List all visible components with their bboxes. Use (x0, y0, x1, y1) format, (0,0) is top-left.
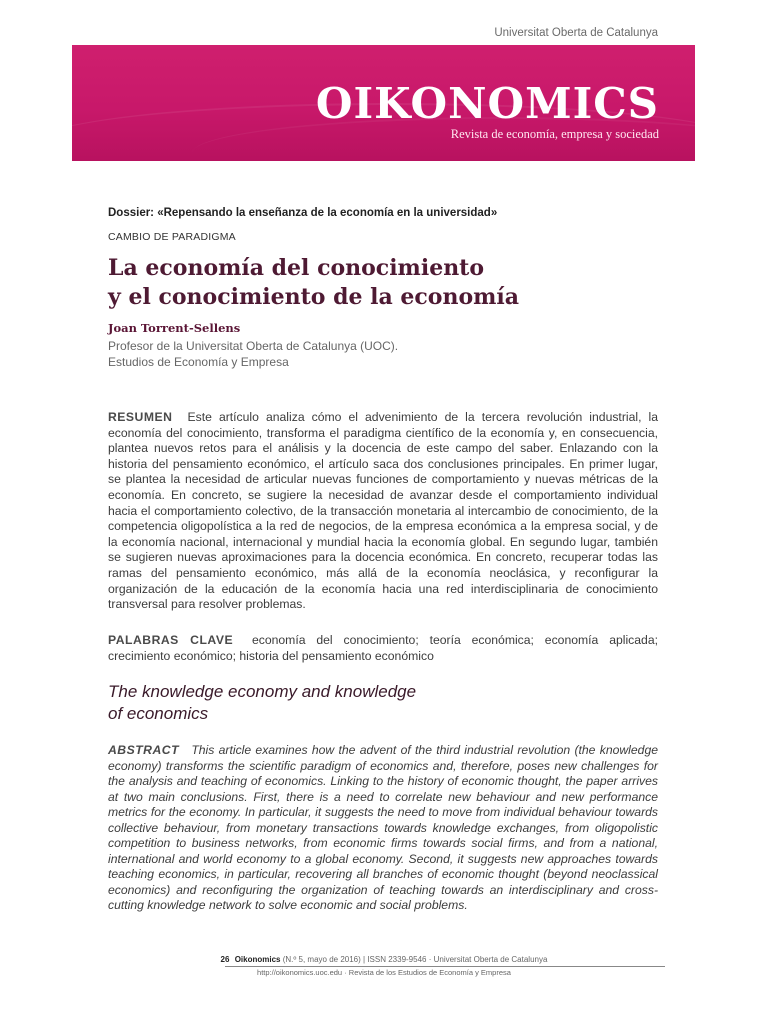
title-line-2: y el conocimiento de la economía (108, 284, 520, 310)
abstract-text: This article examines how the advent of the third industrial revolution (the knowledge economy) transforms the scientific paradigm of economics and, therefore, poses new challenges for the analysis and teaching of economics. Linking to the history of economic thought, the paper arrives at two main conclusions. First, there is a need to correlate new behaviour and new performance metrics for the economy. In particular, it suggests the need to move from individual behaviour towards collective behaviour, from monetary transactions towards knowledge exchanges, from oligopolistic competition to business networks, from economic firms towards social firms, and from a national, international and world economy to a global economy. Second, it suggests new approaches towards teaching economics, in particular, recovering all branches of economic thought (beyond neoclassical economics) and reconfiguring the organization of teaching towards an interdisciplinary and cross-cutting knowledge network to solve economic and social problems. (108, 743, 658, 912)
footer-journal: Oikonomics (234, 955, 281, 964)
journal-logo: OIKONOMICS (315, 79, 659, 128)
english-title (108, 681, 528, 725)
article-title (108, 254, 668, 312)
journal-banner (72, 45, 695, 161)
keywords-label: PALABRAS CLAVE (108, 633, 234, 647)
abstract-paragraph (108, 743, 658, 914)
dossier-heading: Dossier: «Repensando la enseñanza de la economía en la universidad» (108, 207, 498, 219)
footer-review-desc: Revista de los Estudios de Economía y Empresa (348, 968, 511, 977)
footer-issue: (N.º 5, mayo de 2016) (282, 955, 361, 964)
page-number: 26 (220, 955, 230, 964)
resumen-text: Este artículo analiza cómo el advenimiento de la tercera revolución industrial, la economía del conocimiento, transforma el paradigma científico de la economía y, en consecuencia, plantea nuevos retos para el análisis y la docencia de este campo del saber. Enlazando con la historia del pensamiento económico, el artículo saca dos conclusiones principales. En primer lugar, se plantea la necesidad de articular nuevas funciones de comportamiento y nuevas métricas de la economía. En concreto, se sugiere la necesidad de avanzar desde el comportamiento individual hacia el comportamiento colectivo, de la transacción monetaria al intercambio de conocimiento, de la competencia oligopolística a la red de negocios, de la empresa económica a la empresa social, y de la economía nacional, internacional y mundial hacia la economía global. En segundo lugar, también se sugieren nuevas aproximaciones para la docencia económica. En concreto, recuperar todas las ramas del pensamiento económico, más allá de la economía neoclásica, y reconfigurar la organización de la educación de la economía hacia una red interdisciplinaria de conocimiento transversal para resolver problemas. (108, 410, 658, 612)
keywords-text: economía del conocimiento; teoría económica; economía aplicada; crecimiento económico; historia del pensamiento económico (108, 633, 658, 663)
footer-links: http://oikonomics.uoc.edu · Revista de los Estudios de Economía y Empresa (257, 968, 511, 977)
abstract-label: ABSTRACT (108, 743, 180, 757)
footer-divider (225, 966, 665, 967)
section-label: CAMBIO DE PARADIGMA (108, 231, 236, 243)
title-line-1: La economía del conocimiento (108, 255, 485, 281)
resumen-paragraph (108, 410, 658, 613)
footer-citation: 26 Oikonomics (N.º 5, mayo de 2016) | ISSN 2339-9546 · Universitat Oberta de Catalunya (220, 955, 548, 964)
resumen-label: RESUMEN (108, 410, 173, 424)
affiliation-line-2: Estudios de Economía y Empresa (108, 355, 289, 369)
footer-publisher: Universitat Oberta de Catalunya (433, 955, 548, 964)
journal-tagline: Revista de economía, empresa y sociedad (450, 127, 659, 141)
footer-issn: ISSN 2339-9546 (367, 955, 427, 964)
keywords-paragraph (108, 632, 658, 664)
university-name: Universitat Oberta de Catalunya (494, 27, 658, 39)
author-affiliation (108, 338, 398, 370)
english-title-line-1: The knowledge economy and knowledge (108, 682, 417, 701)
english-title-line-2: of economics (108, 704, 209, 723)
author-name: Joan Torrent-Sellens (108, 321, 241, 335)
affiliation-line-1: Profesor de la Universitat Oberta de Catalunya (UOC). (108, 339, 399, 353)
footer-url-link[interactable]: http://oikonomics.uoc.edu (257, 968, 343, 977)
